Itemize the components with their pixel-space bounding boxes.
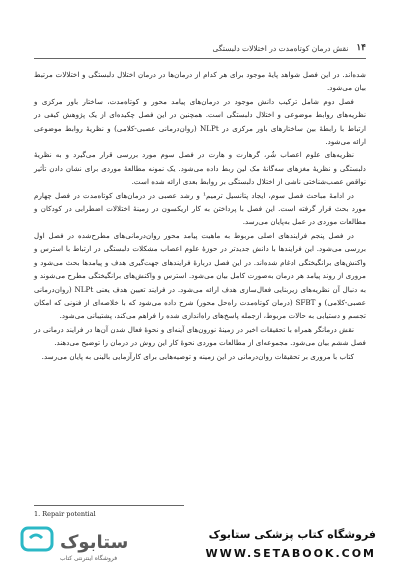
paragraph: نظریه‌های علوم اعصاب شُر، گرهارت و هارت در فصل سوم مورد بررسی قرار می‌گیرد و به نظریهٔ دلبستگی و نظریهٔ مغزهای سه‌گانهٔ مک لین ربط داده می‌شود. یک نمونه مطالعهٔ موردی برای نشان دادن تأثیر نواقص عصب‌شناختی ناشی از اختلال دلبستگی بر روابط بعدی ارائه شده است. <box>34 150 366 187</box>
shop-info <box>156 528 376 560</box>
footnote-divider <box>34 505 184 506</box>
paragraph: فصل دوم شامل ترکیب دانش موجود در درمان‌های پیامد محور و کوتاه‌مدت، ساختار باور مرکزی و نظریه‌های روابط موضوعی و اختلال دلبستگی است. همچنین در این فصل چکیده‌ای از یک پژوهش کیفی در ارتباط با رابطهٔ بین ساختارهای باور مرکزی در NLPt (روان‌درمانی عصبی-کلامی) و نظریهٔ روابط موضوعی ارائه می‌شود. <box>34 96 366 147</box>
logo-subtext: فروشگاه اینترنتی کتاب <box>60 555 118 562</box>
paragraph: در ادامهٔ مباحث فصل سوم، ایجاد پتانسیل ترمیم¹ و رشد عصبی در درمان‌های کوتاه‌مدت در فصل چهارم مورد بحث قرار گرفته است. این فصل با پرداختن به کار اریکسون در زمینهٔ اختلالات اضطرابی در کودکان و مطالعات موردی در عمل به‌پایان می‌رسد. <box>34 190 366 227</box>
paragraph: در فصل پنجم فرایندهای اصلی مربوط به ماهیت پیامد محور روان‌درمانی‌های مطرح‌شده در فصل اول بررسی می‌شود. این فرایندها با دانش جدیدتر در حوزهٔ علوم اعصاب مشکلات دلبستگی در ارتباط با استرس و واکنش‌های برانگیختگی ادغام شده‌اند. در این فصل دربارهٔ فرایندهای جهت‌گیری هدف و پیامدها بحث می‌شود و مروری از روند پیامد هر درمان به‌صورت کامل بیان می‌شود. استرس و واکنش‌های برانگیختگی مطرح می‌شوند و به دنبال آن نظریه‌های زیربنایی فعال‌سازی هدف ارائه می‌شود. در فرایند تعیین هدف یعنی NLPt (روان‌درمانی عصبی-کلامی) و SFBT (درمان کوتاه‌مدت راه‌حل محور) شرح داده می‌شود که با خلاصه‌ای از فنونی که امکان تجسم و دستیابی به حالات مربوط، ازجمله پاسخ‌های راه‌اندازی شده را فراهم می‌کند، پشتیبانی می‌شود. <box>34 230 366 321</box>
website-link[interactable]: WWW.SETABOOK.COM <box>205 547 376 560</box>
page-number: ۱۴ <box>356 43 366 53</box>
paragraph: شده‌اند. در این فصل شواهد پایهٔ موجود برای هر کدام از درمان‌ها در درمان اختلال دلبستگی و اختلالات مرتبط بیان می‌شود. <box>34 70 366 93</box>
running-header <box>34 40 366 56</box>
footnote: 1. Repair potential <box>34 510 96 518</box>
header-divider <box>34 58 366 59</box>
paragraph: نقش درمانگر همراه با تحقیقات اخیر در زمینهٔ نورون‌های آینه‌ای و نحوهٔ فعال شدن آن‌ها در فرایند درمانی در فصل ششم بیان می‌شود. مجموعه‌ای از مطالعات موردی نحوهٔ کار این روش در درمان را توضیح می‌دهند. <box>34 324 366 348</box>
logo-graphic <box>20 522 138 566</box>
body-text <box>34 68 366 363</box>
setabook-logo <box>20 522 138 566</box>
logo-text: ستابوک <box>60 532 129 553</box>
footer-banner <box>0 522 400 576</box>
running-title: نقش درمان کوتاه‌مدت در اختلالات دلبستگی <box>212 43 349 53</box>
shop-name: فروشگاه کتاب پزشکی ستابوک <box>208 528 376 541</box>
paragraph: کتاب با مروری بر تحقیقات روان‌درمانی در این زمینه و توصیه‌هایی برای کارآزمایی بالینی به پایان می‌رسد. <box>41 351 354 361</box>
